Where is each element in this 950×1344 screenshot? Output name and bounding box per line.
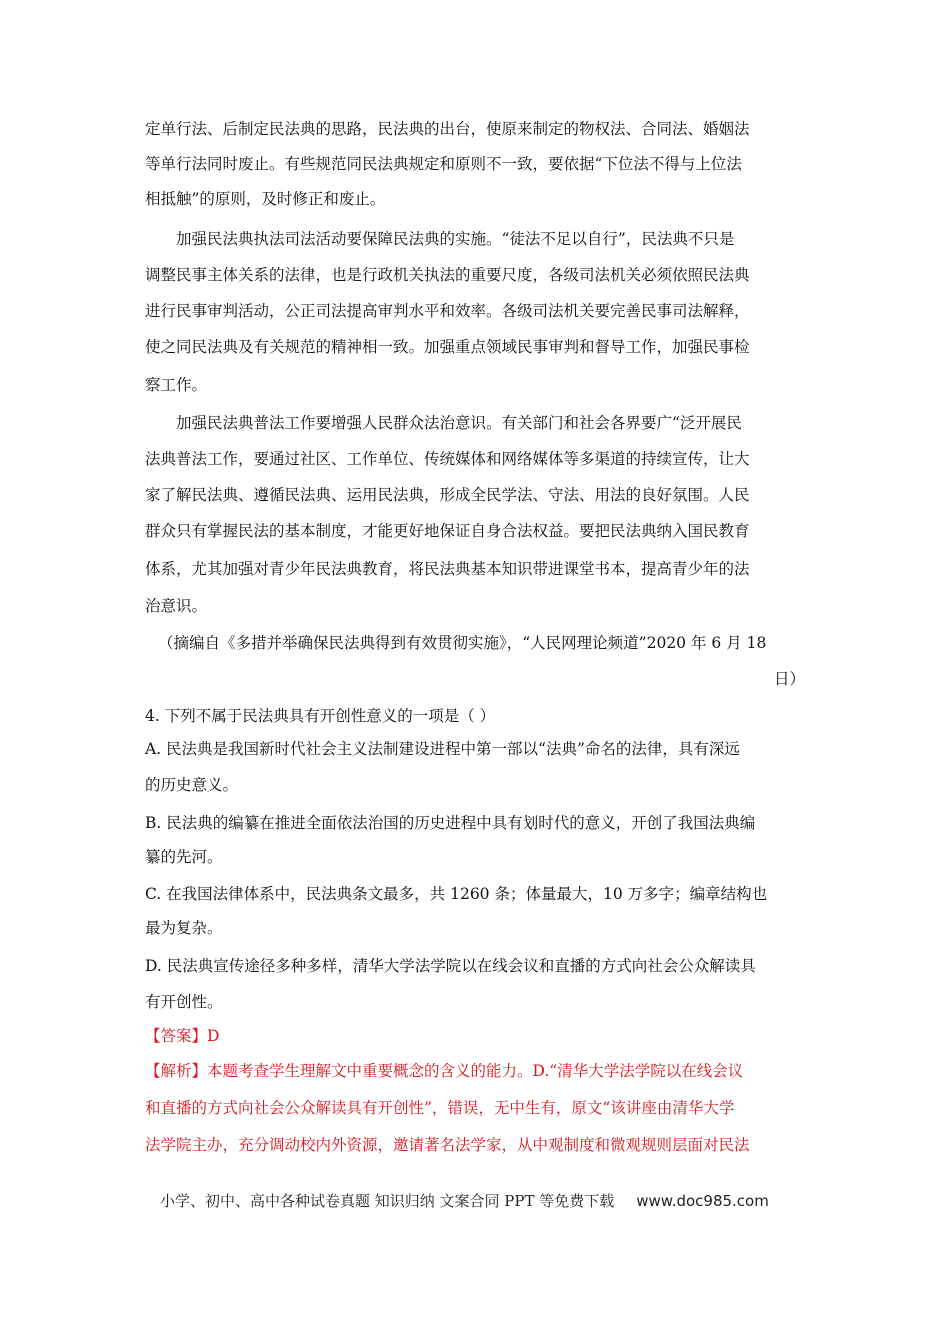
passage-line: 家了解民法典、遵循民法典、运用民法典，形成全民学法、守法、用法的良好氛围。人民: [145, 486, 750, 504]
option-c-cont: 最为复杂。: [145, 919, 223, 937]
option-d: D. 民法典宣传途径多种多样，清华大学法学院以在线会议和直播的方式向社会公众解读具: [145, 957, 756, 975]
option-a-cont: 的历史意义。: [145, 776, 239, 794]
passage-line: 体系，尤其加强对青少年民法典教育，将民法典基本知识带进课堂书本，提高青少年的法: [145, 560, 750, 578]
answer-label: 【答案】D: [145, 1027, 220, 1045]
option-c: C. 在我国法律体系中，民法典条文最多，共 1260 条；体量最大，10 万多字；编章结构也: [145, 885, 768, 903]
footer-url-link[interactable]: www.doc985.com: [636, 1192, 769, 1210]
passage-line: 群众只有掌握民法的基本制度，才能更好地保证自身合法权益。要把民法典纳入国民教育: [145, 522, 750, 540]
source-citation-end: 日）: [773, 670, 805, 688]
option-b: B. 民法典的编纂在推进全面依法治国的历史进程中具有划时代的意义，开创了我国法典编: [145, 814, 756, 832]
passage-line: 调整民事主体关系的法律，也是行政机关执法的重要尺度，各级司法机关必须依照民法典: [145, 266, 750, 284]
question-stem: 4. 下列不属于民法典具有开创性意义的一项是（ ）: [145, 707, 496, 725]
passage-line: 加强民法典普法工作要增强人民群众法治意识。有关部门和社会各界要广“泛开展民: [176, 414, 742, 432]
passage-line: 法典普法工作，要通过社区、工作单位、传统媒体和网络媒体等多渠道的持续宣传，让大: [145, 450, 750, 468]
analysis-line: 法学院主办，充分调动校内外资源，邀请著名法学家，从中观制度和微观规则层面对民法: [145, 1136, 750, 1154]
footer-text: 小学、初中、高中各种试卷真题 知识归纳 文案合同 PPT 等免费下载: [160, 1192, 615, 1210]
option-b-cont: 纂的先河。: [145, 848, 223, 866]
option-a: A. 民法典是我国新时代社会主义法制建设进程中第一部以“法典”命名的法律，具有深远: [145, 740, 740, 758]
analysis-line: 和直播的方式向社会公众解读具有开创性”，错误，无中生有，原文“该讲座由清华大学: [145, 1099, 735, 1117]
source-citation: （摘编自《多措并举确保民法典得到有效贯彻实施》，“人民网理论频道”2020 年 6 月 18: [158, 634, 767, 652]
passage-line: 进行民事审判活动，公正司法提高审判水平和效率。各级司法机关要完善民事司法解释，: [145, 302, 750, 320]
option-d-cont: 有开创性。: [145, 993, 223, 1011]
page-footer: [160, 1190, 810, 1212]
passage-line: 治意识。: [145, 597, 208, 615]
analysis-line: 【解析】本题考查学生理解文中重要概念的含义的能力。D.“清华大学法学院以在线会议: [145, 1062, 744, 1080]
passage-line: 加强民法典执法司法活动要保障民法典的实施。“徒法不足以自行”，民法典不只是: [176, 230, 735, 248]
passage-line: 使之同民法典及有关规范的精神相一致。加强重点领域民事审判和督导工作，加强民事检: [145, 338, 750, 356]
passage-line: 察工作。: [145, 376, 208, 394]
passage-line: 相抵触”的原则，及时修正和废止。: [145, 190, 386, 208]
passage-line: 等单行法同时废止。有些规范同民法典规定和原则不一致，要依据“下位法不得与上位法: [145, 155, 742, 173]
passage-line: 定单行法、后制定民法典的思路，民法典的出台，使原来制定的物权法、合同法、婚姻法: [145, 120, 750, 138]
